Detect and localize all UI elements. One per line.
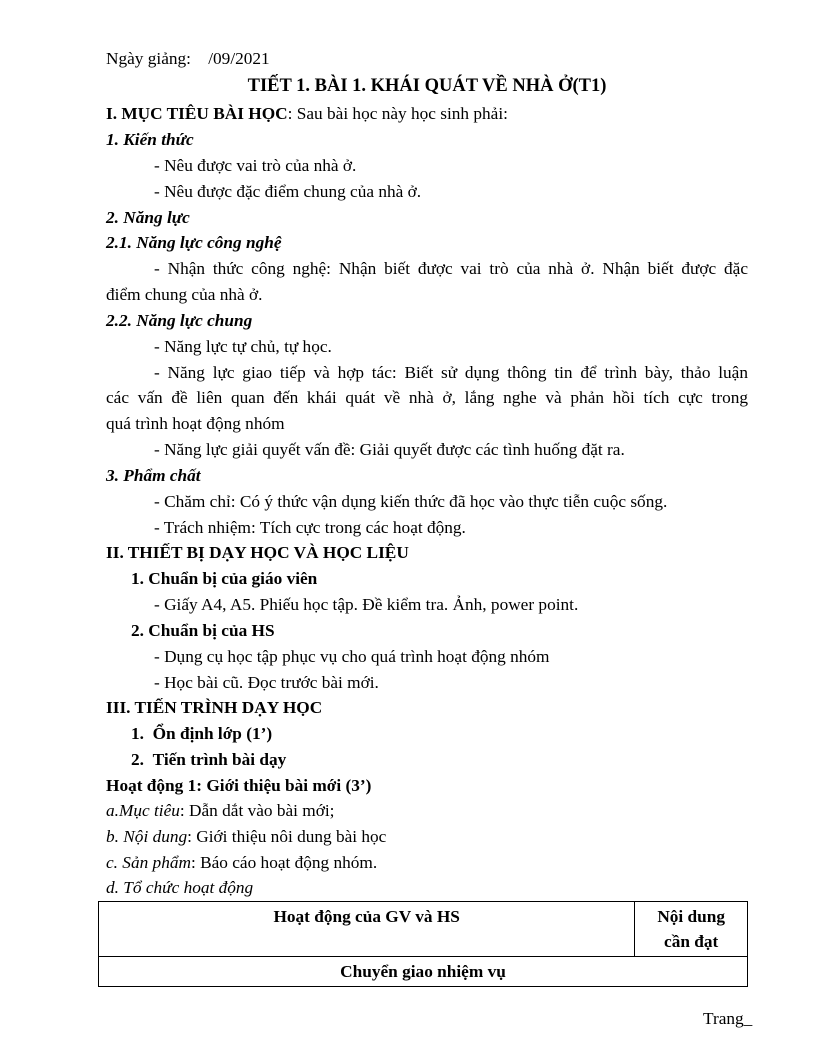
knowledge-heading: 1. Kiến thức (106, 130, 194, 149)
general-competence-item: quá trình hoạt động nhóm (106, 414, 285, 433)
general-competence-item: - Năng lực giải quyết vấn đề: Giải quyết được các tình huống đặt ra. (154, 440, 625, 459)
activity-product: c. Sản phẩm: Báo cáo hoạt động nhóm. (106, 853, 378, 872)
general-competence-item: - Năng lực giao tiếp và hợp tác: Biết sử dụng thông tin để trình bày, thảo luận (154, 363, 748, 382)
teacher-prep-heading: 1. Chuẩn bị của giáo viên (131, 569, 318, 588)
student-prep-item: - Dụng cụ học tập phục vụ cho quá trình hoạt động nhóm (154, 647, 550, 666)
tech-competence-heading: 2.1. Năng lực công nghệ (106, 233, 282, 252)
general-competence-item: các vấn đề liên quan đến khái quát về nhà ở, lắng nghe và phản hồi tích cực trong (106, 388, 748, 407)
lesson-title: TIẾT 1. BÀI 1. KHÁI QUÁT VỀ NHÀ Ở(T1) (247, 76, 607, 96)
section-1-heading: I. MỤC TIÊU BÀI HỌC: Sau bài học này học sinh phải: (106, 104, 508, 123)
tech-competence-line: điểm chung của nhà ở. (106, 285, 263, 304)
student-prep-heading: 2. Chuẩn bị của HS (131, 621, 275, 640)
section-3-heading: III. TIẾN TRÌNH DẠY HỌC (106, 698, 323, 717)
qualities-item: - Trách nhiệm: Tích cực trong các hoạt động. (154, 518, 466, 537)
table-header-cell: Hoạt động của GV và HS (99, 902, 635, 957)
general-competence-heading: 2.2. Năng lực chung (106, 311, 253, 330)
student-prep-item: - Học bài cũ. Đọc trước bài mới. (154, 673, 379, 692)
activity-organize-label: d. Tổ chức hoạt động (106, 878, 254, 897)
knowledge-item: - Nêu được vai trò của nhà ở. (154, 156, 357, 175)
date-value: /09/2021 (208, 49, 270, 68)
activity-objective: a.Mục tiêu: Dẫn dắt vào bài mới; (106, 801, 335, 820)
step-1: 1. Ổn định lớp (1’) (131, 724, 273, 743)
date-label: Ngày giảng: (106, 49, 191, 68)
qualities-item: - Chăm chỉ: Có ý thức vận dụng kiến thức đã học vào thực tiễn cuộc sống. (154, 492, 668, 511)
teacher-prep-item: - Giấy A4, A5. Phiếu học tập. Đề kiểm tra. Ảnh, power point. (154, 595, 579, 614)
qualities-heading: 3. Phẩm chất (106, 466, 201, 485)
activity-content: b. Nội dung: Giới thiệu nôi dung bài học (106, 827, 387, 846)
table-header-row (99, 902, 748, 957)
tech-competence-line: - Nhận thức công nghệ: Nhận biết được vai trò của nhà ở. Nhận biết được đặc (154, 259, 748, 278)
table-header-cell: Nội dung cần đạt (635, 902, 748, 957)
general-competence-item: - Năng lực tự chủ, tự học. (154, 337, 332, 356)
teaching-date (106, 48, 270, 70)
step-2: 2. Tiến trình bài dạy (131, 750, 287, 769)
section-2-heading: II. THIẾT BỊ DẠY HỌC VÀ HỌC LIỆU (106, 543, 409, 562)
competence-heading: 2. Năng lực (106, 208, 190, 227)
knowledge-item: - Nêu được đặc điểm chung của nhà ở. (154, 182, 422, 201)
activity-table (98, 901, 748, 987)
table-cell: Chuyển giao nhiệm vụ (99, 957, 748, 987)
activity-1-heading: Hoạt động 1: Giới thiệu bài mới (3’) (106, 776, 372, 795)
page-number-label: Trang_ (703, 1009, 753, 1028)
table-row (99, 957, 748, 987)
